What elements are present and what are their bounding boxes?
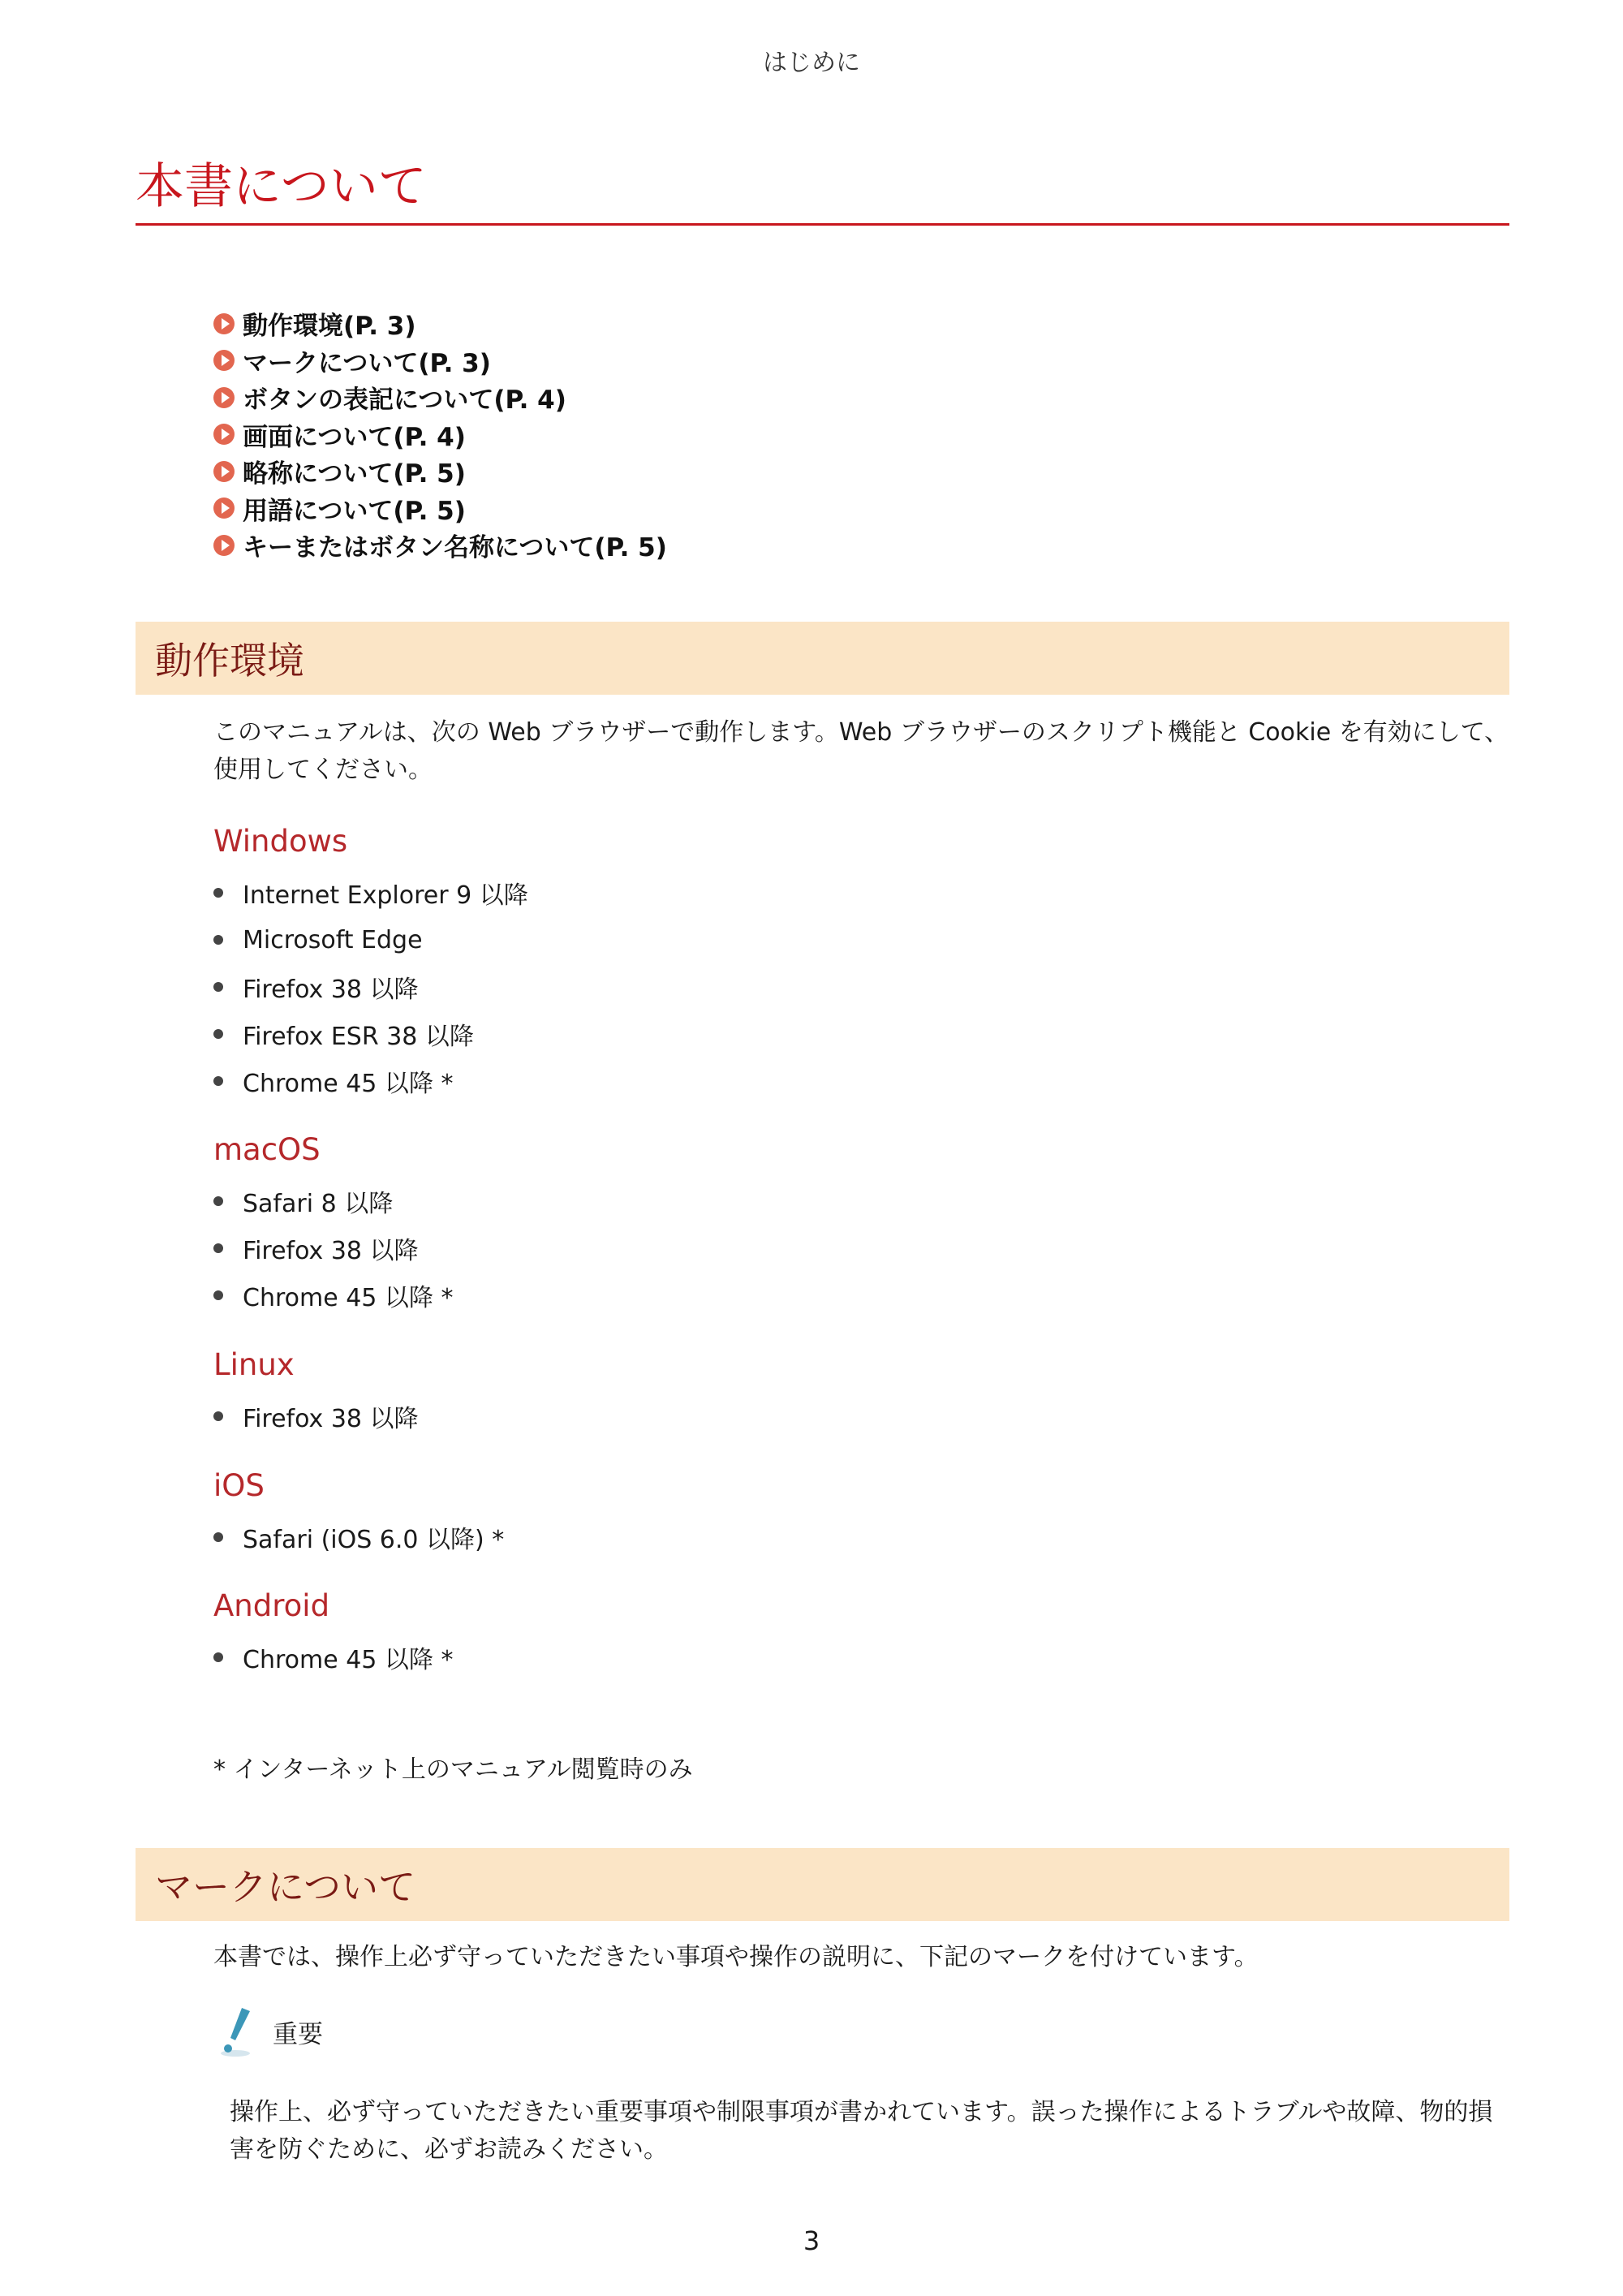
list-item: Firefox ESR 38 以降 bbox=[213, 1010, 528, 1058]
bullet-dot-icon bbox=[213, 982, 223, 992]
important-mark bbox=[217, 2005, 323, 2058]
list-item: Firefox 38 以降 bbox=[213, 1393, 419, 1440]
list-item: Safari (iOS 6.0 以降) * bbox=[213, 1514, 504, 1561]
subhead-android: Android bbox=[213, 1588, 330, 1623]
bullet-dot-icon bbox=[213, 888, 223, 898]
list-item: Chrome 45 以降 * bbox=[213, 1058, 528, 1105]
toc-link[interactable] bbox=[213, 416, 667, 454]
running-header: はじめに bbox=[763, 49, 860, 77]
bullet-dot-icon bbox=[213, 1290, 223, 1300]
toc-link-label: マークについて(P. 3) bbox=[243, 348, 491, 378]
toc-link[interactable] bbox=[213, 305, 667, 342]
arrow-right-circle-icon bbox=[213, 387, 235, 408]
page-title: 本書について bbox=[136, 159, 1509, 226]
toc-link-label: ボタンの表記について(P. 4) bbox=[243, 386, 566, 416]
important-description: 操作上、必ず守っていただきたい重要事項や制限事項が書かれています。誤った操作によるトラブルや故障、物的損害を防ぐために、必ずお読みください。 bbox=[230, 2098, 1493, 2164]
ios-browser-list bbox=[213, 1514, 504, 1561]
bullet-dot-icon bbox=[213, 1076, 223, 1086]
toc-link-label: 動作環境(P. 3) bbox=[243, 312, 416, 342]
bullet-dot-icon bbox=[213, 1029, 223, 1039]
toc-link[interactable] bbox=[213, 342, 667, 380]
arrow-right-circle-icon bbox=[213, 498, 235, 519]
list-item: Safari 8 以降 bbox=[213, 1178, 453, 1225]
important-label: 重要 bbox=[273, 2019, 323, 2049]
arrow-right-circle-icon bbox=[213, 313, 235, 334]
arrow-right-circle-icon bbox=[213, 461, 235, 482]
bullet-dot-icon bbox=[213, 935, 223, 945]
list-item: Internet Explorer 9 以降 bbox=[213, 869, 528, 916]
toc-link-label: 画面について(P. 4) bbox=[243, 422, 466, 452]
subhead-macos: macOS bbox=[213, 1132, 321, 1167]
toc-link[interactable] bbox=[213, 527, 667, 564]
toc-link-label: 用語について(P. 5) bbox=[243, 496, 466, 526]
arrow-right-circle-icon bbox=[213, 424, 235, 445]
subhead-linux: Linux bbox=[213, 1347, 295, 1382]
section-heading-environment: 動作環境 bbox=[136, 622, 1509, 695]
toc-link-label: キーまたはボタン名称について(P. 5) bbox=[243, 533, 667, 563]
toc-link[interactable] bbox=[213, 453, 667, 490]
table-of-contents bbox=[213, 305, 667, 564]
list-item: Chrome 45 以降 * bbox=[213, 1272, 453, 1319]
arrow-right-circle-icon bbox=[213, 350, 235, 371]
page-number: 3 bbox=[803, 2225, 820, 2256]
arrow-right-circle-icon bbox=[213, 535, 235, 556]
windows-browser-list bbox=[213, 869, 528, 1105]
bullet-dot-icon bbox=[213, 1532, 223, 1542]
environment-intro: このマニュアルは、次の Web ブラウザーで動作します。Web ブラウザーのスクリプト機能と Cookie を有効にして、使用してください。 bbox=[213, 718, 1509, 784]
bullet-dot-icon bbox=[213, 1652, 223, 1662]
section-heading-marks: マークについて bbox=[136, 1848, 1509, 1921]
toc-link-label: 略称について(P. 5) bbox=[243, 459, 466, 489]
bullet-dot-icon bbox=[213, 1196, 223, 1206]
marks-intro: 本書では、操作上必ず守っていただきたい事項や操作の説明に、下記のマークを付けています。 bbox=[213, 1943, 1259, 1971]
android-browser-list bbox=[213, 1634, 453, 1681]
list-item: Chrome 45 以降 * bbox=[213, 1634, 453, 1681]
toc-link[interactable] bbox=[213, 379, 667, 416]
subhead-windows: Windows bbox=[213, 824, 348, 859]
subhead-ios: iOS bbox=[213, 1468, 265, 1503]
exclamation-icon bbox=[217, 2005, 258, 2058]
list-item: Firefox 38 以降 bbox=[213, 963, 528, 1010]
macos-browser-list bbox=[213, 1178, 453, 1319]
footnote: * インターネット上のマニュアル閲覧時のみ bbox=[213, 1755, 693, 1784]
bullet-dot-icon bbox=[213, 1411, 223, 1421]
bullet-dot-icon bbox=[213, 1243, 223, 1253]
list-item: Microsoft Edge bbox=[213, 916, 528, 963]
linux-browser-list bbox=[213, 1393, 419, 1440]
list-item: Firefox 38 以降 bbox=[213, 1225, 453, 1272]
toc-link[interactable] bbox=[213, 490, 667, 528]
